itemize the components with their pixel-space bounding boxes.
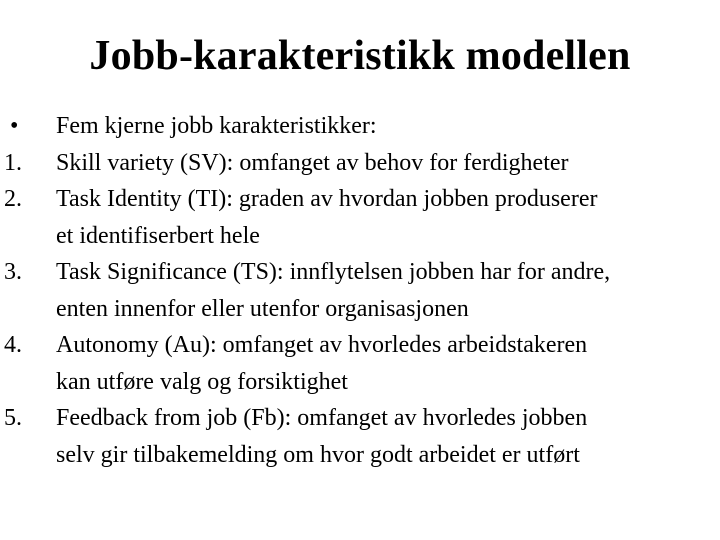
list-item: [0, 254, 720, 327]
item-number: 4.: [4, 332, 22, 358]
item-line: Autonomy (Au): omfanget av hvorledes arbeidstakeren: [56, 332, 588, 358]
item-line: selv gir tilbakemelding om hvor godt arbeidet er utført: [56, 441, 580, 468]
item-number: 3.: [4, 259, 22, 285]
list-item: [0, 327, 720, 400]
list-item: [0, 145, 720, 182]
list-item-intro: [0, 108, 720, 145]
item-number: 2.: [4, 186, 22, 212]
bullet-marker: •: [10, 113, 19, 139]
item-line: et identifiserbert hele: [56, 222, 260, 249]
item-number: 1.: [4, 149, 22, 176]
bullet-list: [0, 108, 720, 473]
item-line: kan utføre valg og forsiktighet: [56, 368, 348, 395]
list-item: [0, 400, 720, 473]
list-item: [0, 181, 720, 254]
item-line: Feedback from job (Fb): omfanget av hvorledes jobben: [56, 405, 588, 431]
slide-title: Jobb-karakteristikk modellen: [89, 33, 631, 79]
item-line: Task Identity (TI): graden av hvordan jobben produserer: [56, 186, 598, 212]
item-line: Skill variety (SV): omfanget av behov for ferdigheter: [56, 149, 569, 176]
item-line: enten innenfor eller utenfor organisasjonen: [56, 295, 469, 322]
item-number: 5.: [4, 405, 22, 431]
item-line: Task Significance (TS): innflytelsen jobben har for andre,: [56, 259, 611, 285]
intro-text: Fem kjerne jobb karakteristikker:: [56, 113, 377, 139]
